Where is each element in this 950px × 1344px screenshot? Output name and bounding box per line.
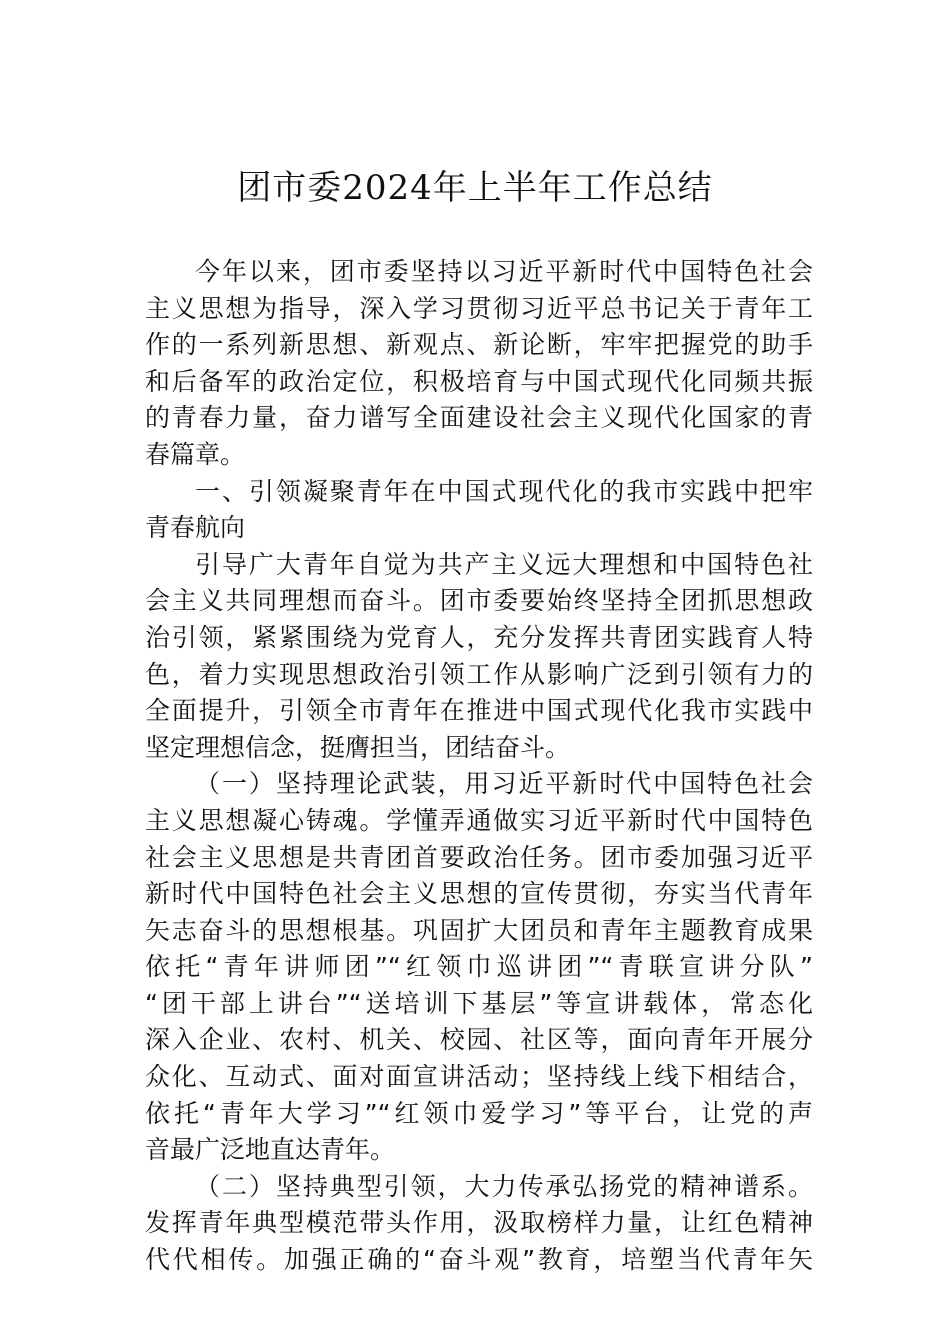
paragraph-subsection-1-line: 深入企业、农村、机关、校园、社区等，面向青年开展分 (145, 1025, 813, 1055)
paragraph-section-1-line: 色，着力实现思想政治引领工作从影响广泛到引领有力的 (145, 659, 813, 689)
section-heading-1-line: 青春航向 (145, 513, 246, 543)
paragraph-section-1-line: 引导广大青年自觉为共产主义远大理想和中国特色社 (195, 549, 813, 579)
paragraph-section-1-line: 坚定理想信念，挺膺担当，团结奋斗。 (145, 732, 571, 762)
section-heading-1-line: 一、引领凝聚青年在中国式现代化的我市实践中把牢 (195, 476, 813, 506)
paragraph-intro-line: 春篇章。 (145, 439, 246, 469)
paragraph-subsection-2-line: （二）坚持典型引领，大力传承弘扬党的精神谱系。 (195, 1171, 813, 1201)
document-body (145, 254, 813, 1279)
paragraph-subsection-1-line: 音最广泛地直达青年。 (145, 1135, 396, 1165)
paragraph-section-1-line: 全面提升，引领全市青年在推进中国式现代化我市实践中 (145, 696, 813, 726)
paragraph-subsection-1-line: 矢志奋斗的思想根基。巩固扩大团员和青年主题教育成果 (145, 915, 813, 945)
document-title: 团市委2024年上半年工作总结 (237, 168, 713, 208)
paragraph-intro-line: 主义思想为指导，深入学习贯彻习近平总书记关于青年工 (145, 293, 813, 323)
paragraph-intro-line: 的青春力量，奋力谱写全面建设社会主义现代化国家的青 (145, 403, 813, 433)
paragraph-section-1-line: 会主义共同理想而奋斗。团市委要始终坚持全团抓思想政 (145, 586, 813, 616)
paragraph-intro-line: 作的一系列新思想、新观点、新论断，牢牢把握党的助手 (145, 330, 813, 360)
paragraph-subsection-1-line: 众化、互动式、面对面宣讲活动；坚持线上线下相结合， (145, 1062, 813, 1092)
paragraph-subsection-1-line: 主义思想凝心铸魂。学懂弄通做实习近平新时代中国特色 (145, 805, 813, 835)
paragraph-subsection-2-line: 发挥青年典型模范带头作用，汲取榜样力量，让红色精神 (145, 1208, 813, 1238)
paragraph-subsection-1-line: 依托“青年讲师团”“红领巾巡讲团”“青联宣讲分队” (145, 952, 813, 982)
paragraph-subsection-1-line: 社会主义思想是共青团首要政治任务。团市委加强习近平 (145, 842, 813, 872)
paragraph-subsection-1-line: 依托“青年大学习”“红领巾爱学习”等平台，让党的声 (145, 1098, 813, 1128)
paragraph-intro-line: 和后备军的政治定位，积极培育与中国式现代化同频共振 (145, 366, 813, 396)
paragraph-subsection-2-line: 代代相传。加强正确的“奋斗观”教育，培塑当代青年矢 (145, 1245, 813, 1275)
paragraph-subsection-1-line: “团干部上讲台”“送培训下基层”等宣讲载体，常态化 (145, 988, 813, 1018)
paragraph-subsection-1-line: （一）坚持理论武装，用习近平新时代中国特色社会 (195, 769, 813, 799)
paragraph-intro-line: 今年以来，团市委坚持以习近平新时代中国特色社会 (195, 257, 813, 286)
paragraph-subsection-1-line: 新时代中国特色社会主义思想的宣传贯彻，夯实当代青年 (145, 879, 813, 909)
paragraph-section-1-line: 治引领，紧紧围绕为党育人，充分发挥共青团实践育人特 (145, 622, 813, 652)
